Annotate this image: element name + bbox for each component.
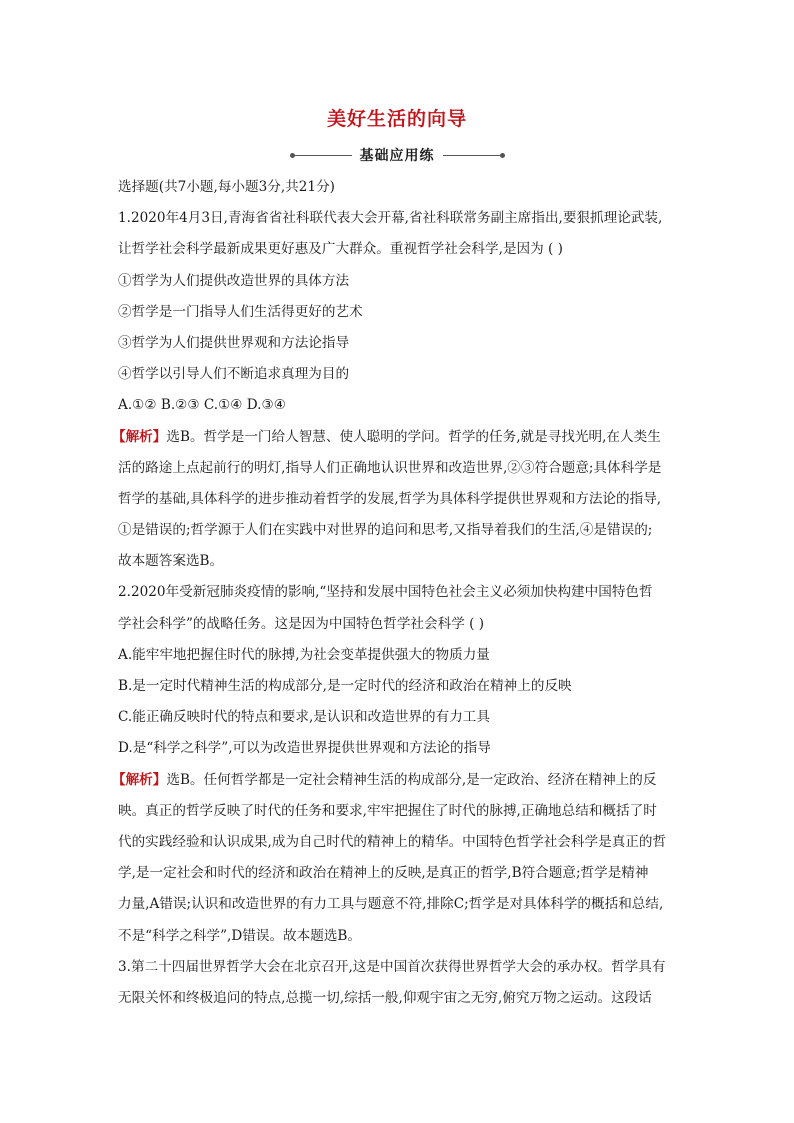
q1-analysis-line: 哲学的基础,具体科学的进步推动着哲学的发展,哲学为具体科学提供世界观和方法论的指导, — [118, 490, 662, 507]
q2-analysis-line: 代的实践经验和认识成果,成为自己时代的精神上的精华。中国特色哲学社会科学是真正的哲 — [118, 833, 667, 850]
q2-stem-line: 2.2020年受新冠肺炎疫情的影响,“坚持和发展中国特色社会主义必须加快构建中国特色哲 — [118, 584, 653, 601]
q2-analysis-line: 学,是一定社会和时代的经济和政治在精神上的反映,是真正的哲学,B符合题意;哲学是精神 — [118, 865, 649, 882]
q2-option: B.是一定时代精神生活的构成部分,是一定时代的经济和政治在精神上的反映 — [118, 678, 572, 694]
q2-analysis-line: 【解析】选B。任何哲学都是一定社会精神生活的构成部分,是一定政治、经济在精神上的反 — [112, 771, 657, 788]
banner-line-left — [290, 153, 352, 158]
q1-item: ③哲学为人们提供世界观和方法论指导 — [118, 334, 350, 351]
question-content — [112, 172, 683, 1014]
section-intro: 选择题(共7小题,每小题3分,共21分) — [118, 179, 335, 195]
q1-item: ②哲学是一门指导人们生活得更好的艺术 — [118, 303, 363, 320]
q2-option: D.是“科学之科学”,可以为改造世界提供世界观和方法论的指导 — [118, 740, 491, 757]
q2-analysis-line: 映。真正的哲学反映了时代的任务和要求,牢牢把握住了时代的脉搏,正确地总结和概括了时 — [118, 802, 657, 819]
section-banner — [0, 145, 794, 165]
q2-stem-line: 学社会科学”的战略任务。这是因为中国特色哲学社会科学 ( ) — [118, 615, 485, 632]
q1-stem-line: 让哲学社会科学最新成果更好惠及广大群众。重视哲学社会科学,是因为 ( ) — [118, 241, 563, 258]
q1-analysis-line: ①是错误的;哲学源于人们在实践中对世界的追问和思考,又指导着我们的生活,④是错误的; — [118, 522, 653, 539]
analysis-label: 【解析】 — [112, 428, 167, 445]
q2-analysis-line: 不是“科学之科学”,D错误。故本题选B。 — [118, 927, 362, 944]
q2-option: A.能牢牢地把握住时代的脉搏,为社会变革提供强大的物质力量 — [118, 646, 490, 663]
banner-dot-icon — [500, 153, 505, 158]
q1-analysis-line: 【解析】选B。哲学是一门给人智慧、使人聪明的学问。哲学的任务,就是寻找光明,在人类生 — [112, 428, 661, 445]
q2-option: C.能正确反映时代的特点和要求,是认识和改造世界的有力工具 — [118, 709, 490, 726]
section-title: 基础应用练 — [359, 148, 435, 164]
banner-line-right — [443, 153, 505, 158]
q3-stem-line: 3.第二十四届世界哲学大会在北京召开,这是中国首次获得世界哲学大会的承办权。哲学具有 — [118, 958, 666, 975]
q1-item: ④哲学以引导人们不断追求真理为目的 — [118, 366, 350, 383]
q1-item: ①哲学为人们提供改造世界的具体方法 — [118, 272, 350, 289]
q1-stem-line: 1.2020年4月3日,青海省省社科联代表大会开幕,省社科联常务副主席指出,要狠抓理论武装, — [118, 210, 663, 227]
q2-analysis-line: 力量,A错误;认识和改造世界的有力工具与题意不符,排除C;哲学是对具体科学的概括和总结, — [118, 896, 664, 913]
q1-analysis-line: 故本题答案选B。 — [118, 553, 224, 570]
analysis-label: 【解析】 — [112, 771, 167, 788]
q1-options: A.①② B.②③ C.①④ D.③④ — [118, 397, 286, 414]
q1-analysis-line: 活的路途上点起前行的明灯,指导人们正确地认识世界和改造世界,②③符合题意;具体科学是 — [118, 459, 662, 476]
q3-stem-line: 无限关怀和终极追问的特点,总揽一切,综括一般,仰观宇宙之无穷,俯究万物之运动。这段话 — [118, 989, 652, 1006]
page-title: 美好生活的向导 — [326, 108, 467, 130]
